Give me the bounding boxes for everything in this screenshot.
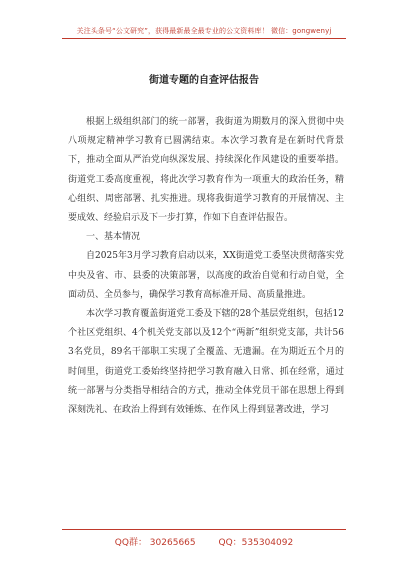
- paragraph-overview: 自2025年3月学习教育启动以来，XX街道党工委坚决贯彻落实党中央及省、市、县委的决策部署，以高度的政治自觉和行动自觉，全面动员、全员参与，确保学习教育高标准开局、高质量推进。: [68, 251, 344, 300]
- paragraph-coverage: 本次学习教育覆盖街道党工委及下辖的28个基层党组织，包括12个社区党组织、4个机关党支部以及12个“两新”组织党支部，共计563名党员，89名干部职工实现了全覆盖、无遗漏。在为期近五个月的时间里，街道党工委始终坚持把学习教育融入日常、抓在经常，通过统一部署与分类指导相结合的方式，推动全体党员干部在思想上得到深刻洗礼、在政治上得到有效锤炼、在作风上得到显著改进，学习: [68, 309, 344, 416]
- footer-divider: [62, 529, 346, 530]
- paragraph-intro: 根据上级组织部门的统一部署，我街道为期数月的深入贯彻中央八项规定精神学习教育已圆满结束。本次学习教育是在新时代背景下，推动全面从严治党向纵深发展、持续深化作风建设的重要举措。街道党工委高度重视，将此次学习教育作为一项重大的政治任务，精心组织、周密部署、扎实推进。现将我街道学习教育的开展情况、主要成效、经验启示及下一步打算，作如下自查评估报告。: [68, 117, 344, 224]
- document-title: 街道专题的自查评估报告: [149, 75, 259, 86]
- qq-number: QQ：535304092: [218, 538, 294, 548]
- footer-contacts: [0, 535, 408, 548]
- header-divider: [62, 38, 346, 39]
- section-heading: 一、基本情况: [86, 232, 141, 243]
- qq-group-number: QQ群： 30265665: [114, 538, 196, 548]
- header-banner: 关注头条号“公文研究”，获得最新最全最专业的公文资料库！ 微信：gongwenyj: [76, 27, 332, 35]
- document-body: [68, 113, 344, 420]
